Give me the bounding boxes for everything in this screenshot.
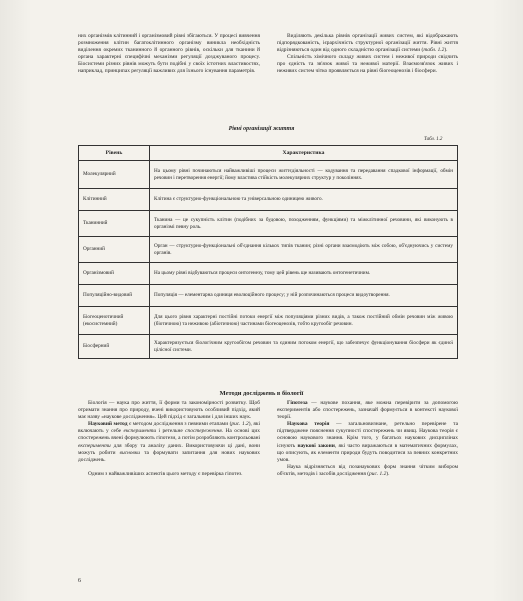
- level-cell: Біосферний: [79, 335, 150, 359]
- text: та формувати запитання для нових наукових досліджень.: [78, 449, 260, 463]
- text: і ретельне: [156, 428, 186, 435]
- description-cell: Клітина є структурно-функціональною та універсальною одиницею живого.: [150, 189, 458, 211]
- paragraph: Спільність хімічного складу живих систем і неживої природи свідчить про єдність та зв'язок живої та неживої матерії. Взаємозв'язок живих і неживих систем чітко проявляється на рівні біогеоценозів і біосфери.: [277, 54, 458, 75]
- table-row: [79, 237, 458, 263]
- paragraph: [277, 421, 458, 464]
- paragraph: Одним з найважливіших аспектів цього методу є перевірка гіпотез.: [88, 470, 243, 477]
- paragraph: [277, 464, 458, 478]
- text: — наукове похання, яке можна перевірити за допомогою експериментів або спостережень, зазначай формується в контексті наукової теорії.: [277, 400, 458, 421]
- level-cell: Клітинний: [79, 189, 150, 211]
- text: — загальновизнане, ретельно перевірене та підтверджене пояснення сукупності спостережень чи явищ. Наукова теорія є основою наукового знання. Крім того, у багатьох наукових дисциплінах існують: [277, 421, 458, 449]
- description-cell: Орган — структурно-функціональні об'єднання кількох типів тканин; різні органи взаємодіють між собою, об'єднуючись у систему органів.: [150, 237, 458, 263]
- description-cell: На цьому рівні відбуваються процеси онтогенезу, тому цей рівень ще називають онтогенетичним.: [150, 263, 458, 285]
- header-cell: Рівень: [79, 146, 150, 161]
- description-cell: Для цього рівня характерні постійні потоки енергії між популяціями різних видів, а також постійний обмін речовин між живою (біотичною) та неживою (абіотичною) частинами біогеоценозів, тобто кругообіг речовин.: [150, 307, 458, 335]
- description-cell: На цьому рівні починаються найважливіші процеси життєдіяльності — кодування та передавання спадкової інформації, обмін речовин і перетворення енергії; йому властива стійкість молекулярних структур у поколіннях.: [150, 161, 458, 189]
- section-title: Методи досліджень в біології: [219, 390, 304, 397]
- table-row: [79, 307, 458, 335]
- text: . На основі цих спостережень вчені формулюють гіпотези, а потім розробляють контрольовані: [78, 428, 260, 442]
- term: Науковий метод: [88, 421, 128, 428]
- level-cell: Організмовий: [79, 263, 150, 285]
- text: Наука відрізняється від позанаукових форм знання чітким вибором об'єктів, методів і засобів дослідження (: [277, 463, 458, 477]
- top-left-column: [78, 33, 260, 76]
- table-row: [79, 335, 458, 359]
- text: ).: [386, 470, 390, 477]
- page-number: 6: [78, 578, 81, 584]
- table-title: Рівні організації життя: [228, 126, 295, 132]
- paragraph: Біологія — наука про життя, її форми та закономірності розвитку. Щоб отримати знання про природу, вчені використовують особливий підхід, який має назву «наукове дослідження». Цей підхід є загальним і для інших наук.: [78, 400, 260, 421]
- paragraph: [277, 400, 458, 421]
- table-row: [79, 189, 458, 211]
- emphasis: спостереження: [185, 428, 222, 435]
- level-cell: Тканинний: [79, 211, 150, 237]
- description-cell: Характеризується біологічним кругообігом речовин та єдиним потоком енергії, що забезпечує функціонування біосфери як єдиної цілісної системи.: [150, 335, 458, 359]
- level-cell: Органний: [79, 237, 150, 263]
- bottom-right-column: [277, 400, 458, 478]
- table-reference: табл. 1.2: [423, 47, 445, 54]
- description-cell: Популяція — елементарна одиниця еволюційного процесу; у ній розпочинаються процеси видоутворення.: [150, 285, 458, 307]
- text: Виділяють декілька рівнів організації живих систем, які відображають підпорядкованість, ієрархічність структурної організації життя. Рівні життя відрізняються один від одного складністю організації системи (: [277, 33, 458, 54]
- term: Наукова теорія: [287, 421, 330, 428]
- table-row: [79, 263, 458, 285]
- level-cell: Біогеоценотичний (екосистемний): [79, 307, 150, 335]
- term: наукові закони: [297, 442, 335, 449]
- emphasis: експерименти: [123, 428, 157, 435]
- levels-table: [78, 145, 458, 359]
- text: для збору та аналізу даних. Використовуючи ці дані, вони можуть робити: [78, 442, 260, 456]
- level-cell: Молекулярний: [79, 161, 150, 189]
- table-row: [79, 161, 458, 189]
- text: , які часто виражаються в математичних формулах, що описують, як елементи природи будуть поводитися за певних конкретних умов.: [277, 442, 458, 463]
- table-header-row: [79, 146, 458, 161]
- figure-reference: рис. 1.2: [369, 470, 387, 477]
- bottom-left-column: [78, 400, 260, 478]
- paragraph: [277, 33, 458, 54]
- table-row: [79, 285, 458, 307]
- header-cell: Характеристика: [150, 146, 458, 161]
- level-cell: Популяційно-видовий: [79, 285, 150, 307]
- paragraph: них організмів клітинний і організмовий рівні збігаються. У процесі вивчення розмноження клітин багатоклітинного організму виникла необхідність виділення окремих тканинного й органного рівнів, оскільки для тканини й органа характерні специфічні механізми регуляції дозджуваного процесу. Біосистеми різних рівнів можуть бути подібні у своїх істотних властивостях, наприклад, принципах регуляції важливих для їхнього існування параметрів.: [78, 33, 260, 75]
- text: є методом дослідження з певними етапами (: [127, 421, 232, 428]
- paragraph: [78, 421, 260, 464]
- description-cell: Тканина — це сукупність клітин (подібних за будовою, походженням, функціями) та міжклітинної речовини, які виконують в організмі певну роль.: [150, 211, 458, 237]
- table-tag: Табл. 1.2: [424, 137, 443, 142]
- term: Гіпотеза: [287, 400, 308, 406]
- text: ), які включають у себе: [78, 421, 260, 435]
- emphasis: експерименти: [78, 442, 111, 449]
- text: ).: [444, 47, 448, 54]
- top-right-column: [277, 33, 458, 76]
- table-row: [79, 211, 458, 237]
- emphasis: висновки: [119, 449, 140, 456]
- figure-reference: рис. 1.2: [231, 421, 249, 428]
